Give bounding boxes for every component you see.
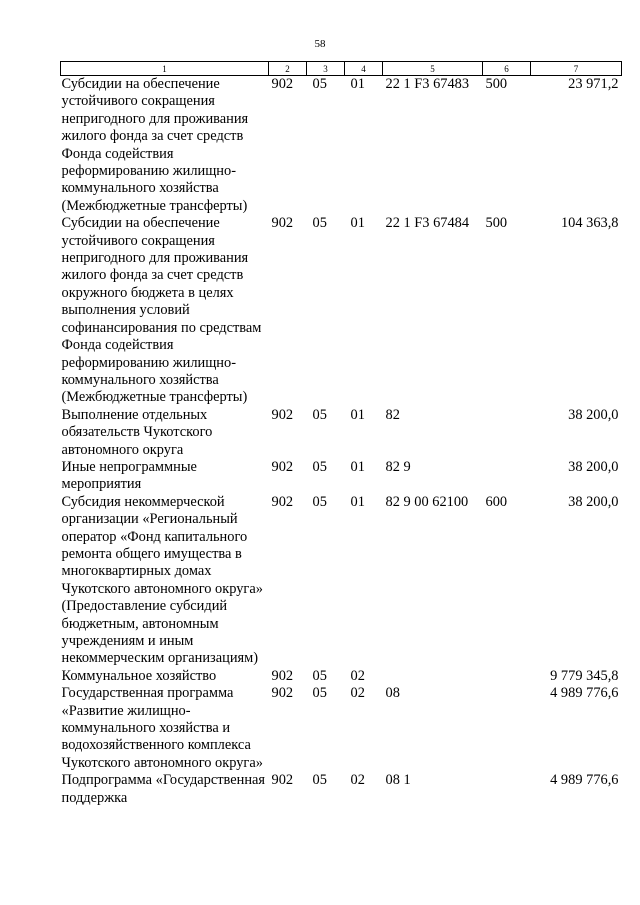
row-grbs: 902	[271, 772, 294, 789]
table-row	[61, 494, 622, 668]
table-row	[61, 685, 622, 772]
header-cell: 4	[345, 62, 383, 76]
row-expense-type: 500	[485, 76, 508, 92]
row-section: 05	[312, 76, 327, 92]
row-grbs: 902	[271, 76, 294, 92]
row-section: 05	[312, 215, 327, 232]
table-row	[61, 215, 622, 406]
row-subsection: 01	[350, 493, 365, 510]
header-cell: 1	[61, 62, 269, 76]
table-body	[61, 76, 622, 808]
row-name: Государственная программа «Развитие жилищно-коммунального хозяйства и водохозяйственного комплекса Чукотского автономного округа»	[61, 685, 263, 771]
row-name: Выполнение отдельных обязательств Чукотского автономного округа	[61, 406, 213, 458]
row-section: 05	[312, 493, 327, 510]
row-section: 05	[312, 667, 327, 684]
table-row	[61, 668, 622, 685]
header-cell: 7	[531, 62, 622, 76]
row-amount: 23 971,2	[568, 76, 619, 92]
row-target-article: 82 9	[385, 458, 411, 475]
row-name: Коммунальное хозяйство	[61, 667, 217, 684]
table-header	[61, 62, 622, 76]
row-grbs: 902	[271, 458, 294, 475]
row-amount: 4 989 776,6	[550, 772, 619, 789]
row-subsection: 01	[350, 215, 365, 232]
row-subsection: 01	[350, 458, 365, 475]
row-amount: 9 779 345,8	[550, 667, 619, 684]
row-grbs: 902	[271, 406, 294, 423]
row-expense-type	[483, 685, 531, 772]
row-name: Иные непрограммные мероприятия	[61, 458, 197, 493]
row-target-article: 82	[385, 406, 400, 423]
row-subsection: 02	[350, 685, 365, 702]
row-subsection: 01	[350, 406, 365, 423]
row-target-article: 08 1	[385, 772, 411, 789]
row-target-article: 82 9 00 62100	[385, 493, 469, 510]
row-amount: 4 989 776,6	[550, 685, 619, 702]
row-expense-type: 500	[485, 215, 508, 232]
row-amount: 38 200,0	[568, 493, 619, 510]
row-expense-type	[483, 407, 531, 459]
header-cell: 6	[483, 62, 531, 76]
row-grbs: 902	[271, 493, 294, 510]
row-section: 05	[312, 685, 327, 702]
row-section: 05	[312, 772, 327, 789]
table-row	[61, 76, 622, 216]
header-cell: 2	[269, 62, 307, 76]
row-name: Субсидии на обеспечение устойчивого сокращения непригодного для проживания жилого фонда за счет средств окружного бюджета в целях выполнения условий софинансирования по средствам Фонда содействия реформированию жилищно-коммунального хозяйства (Межбюджетные трансферты)	[61, 215, 262, 406]
row-target-article	[383, 668, 483, 685]
row-section: 05	[312, 406, 327, 423]
table-row	[61, 772, 622, 807]
row-target-article: 08	[385, 685, 400, 702]
budget-table	[60, 61, 622, 807]
row-grbs: 902	[271, 685, 294, 702]
row-expense-type	[483, 772, 531, 807]
row-name: Субсидия некоммерческой организации «Региональный оператор «Фонд капитального ремонта общего имущества в многоквартирных домах Чукотского автономного округа» (Предоставление субсидий бюджетным, автономным учреждениям и иным некоммерческим организациям)	[61, 493, 263, 667]
page-number: 58	[314, 38, 326, 50]
row-subsection: 02	[350, 667, 365, 684]
row-amount: 104 363,8	[560, 215, 619, 232]
row-grbs: 902	[271, 667, 294, 684]
header-row	[61, 62, 622, 76]
row-expense-type: 600	[485, 493, 508, 510]
row-target-article: 22 1 F3 67483	[385, 76, 470, 92]
row-expense-type	[483, 459, 531, 494]
row-amount: 38 200,0	[568, 406, 619, 423]
header-cell: 3	[307, 62, 345, 76]
row-target-article: 22 1 F3 67484	[385, 215, 470, 232]
row-amount: 38 200,0	[568, 458, 619, 475]
row-name: Субсидии на обеспечение устойчивого сокращения непригодного для проживания жилого фонда за счет средств Фонда содействия реформированию жилищно-коммунального хозяйства (Межбюджетные трансферты)	[61, 76, 249, 214]
table-row	[61, 459, 622, 494]
row-section: 05	[312, 458, 327, 475]
row-name: Подпрограмма «Государственная поддержка	[61, 772, 266, 806]
row-subsection: 02	[350, 772, 365, 789]
row-expense-type	[483, 668, 531, 685]
header-cell: 5	[383, 62, 483, 76]
table-row	[61, 407, 622, 459]
row-grbs: 902	[271, 215, 294, 232]
row-subsection: 01	[350, 76, 365, 92]
